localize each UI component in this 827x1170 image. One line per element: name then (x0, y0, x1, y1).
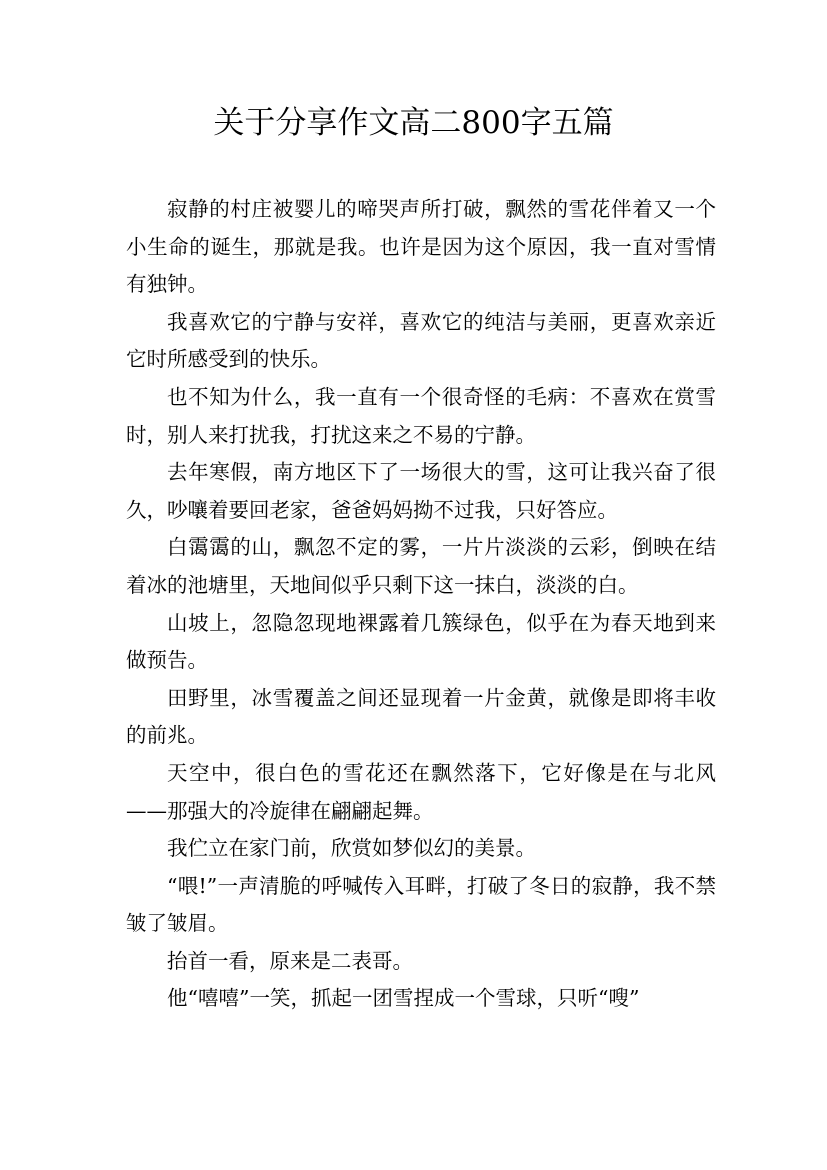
paragraph: “喂!”一声清脆的呼喊传入耳畔，打破了冬日的寂静，我不禁皱了皱眉。 (126, 873, 716, 936)
paragraph: 我伫立在家门前，欣赏如梦似幻的美景。 (167, 836, 536, 861)
paragraph: 我喜欢它的宁静与安祥，喜欢它的纯洁与美丽，更喜欢亲近它时所感受到的快乐。 (126, 309, 716, 372)
paragraph: 白霭霭的山，飘忽不定的雾，一片片淡淡的云彩，倒映在结着冰的池塘里，天地间似乎只剩下这一抹白，淡淡的白。 (126, 535, 716, 597)
paragraph: 他“嘻嘻”一笑，抓起一团雪捏成一个雪球，只听“嗖” (167, 986, 640, 1011)
paragraph: 抬首一看，原来是二表哥。 (167, 948, 413, 973)
paragraph: 天空中，很白色的雪花还在飘然落下，它好像是在与北风——那强大的冷旋律在翩翩起舞。 (126, 760, 716, 823)
paragraph: 去年寒假，南方地区下了一场很大的雪，这可让我兴奋了很久，吵嚷着要回老家，爸爸妈妈拗不过我，只好答应。 (126, 460, 716, 522)
paragraph: 山坡上，忽隐忽现地裸露着几簇绿色，似乎在为春天地到来做预告。 (126, 610, 716, 673)
document-title: 关于分享作文高二800字五篇 (213, 105, 614, 141)
paragraph: 寂静的村庄被婴儿的啼哭声所打破，飘然的雪花伴着又一个小生命的诞生，那就是我。也许是因为这个原因，我一直对雪情有独钟。 (126, 197, 716, 297)
document-body (126, 191, 716, 1018)
paragraph: 也不知为什么，我一直有一个很奇怪的毛病：不喜欢在赏雪时，别人来打扰我，打扰这来之不易的宁静。 (126, 384, 716, 447)
paragraph: 田野里，冰雪覆盖之间还显现着一片金黄，就像是即将丰收的前兆。 (126, 685, 716, 748)
